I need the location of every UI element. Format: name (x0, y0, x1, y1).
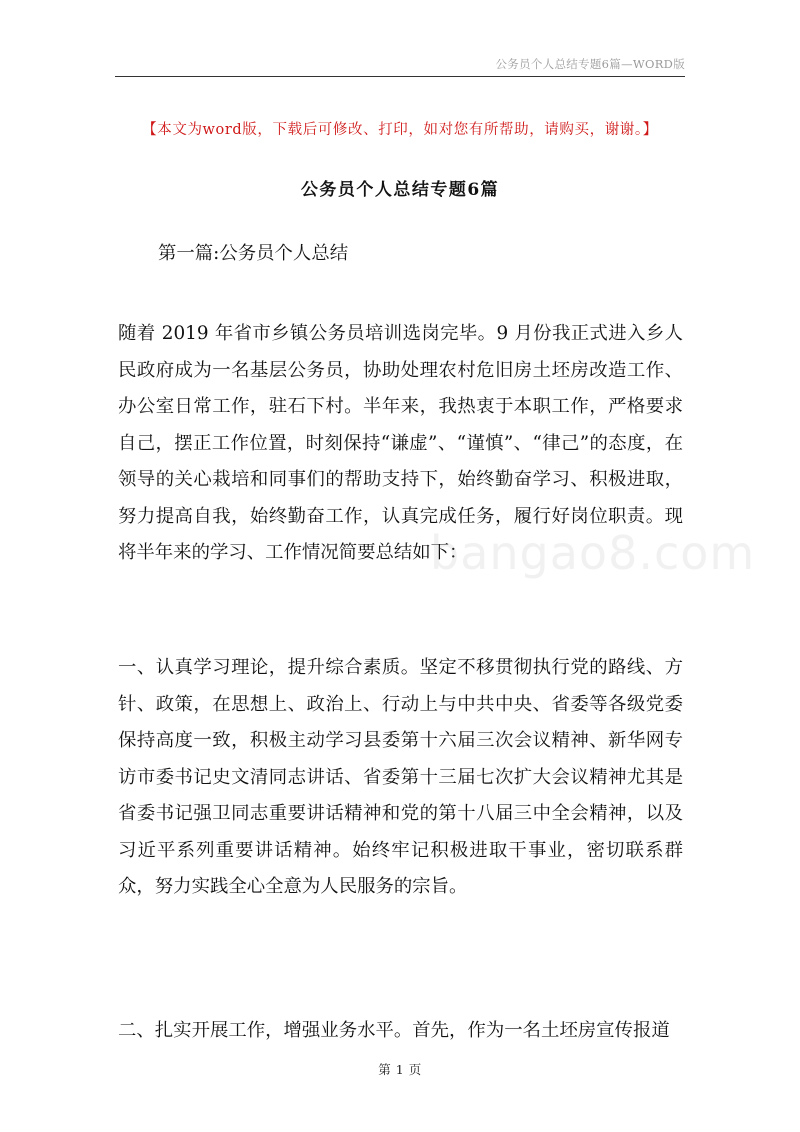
purchase-notice: 【本文为word版，下载后可修改、打印，如对您有所帮助，请购买，谢谢。】 (142, 122, 658, 138)
chapter-heading: 第一篇:公务员个人总结 (158, 243, 349, 264)
body-paragraph: 一、认真学习理论，提升综合素质。坚定不移贯彻执行党的路线、方针、政策，在思想上、政治上、行动上与中共中央、省委等各级党委保持高度一致，积极主动学习县委第十六届三次会议精神、新华网专访市委书记史文清同志讲话、省委第十三届七次扩大会议精神尤其是省委书记强卫同志重要讲话精神和党的第十八届三中全会精神，以及习近平系列重要讲话精神。始终牢记积极进取干事业，密切联系群众，努力实践全心全意为人民服务的宗旨。 (118, 657, 683, 897)
body-paragraph: 二、扎实开展工作，增强业务水平。首先，作为一名土坯房宣传报道 (118, 1020, 670, 1041)
watermark-text: bangao8.com (430, 526, 756, 580)
running-header: 公务员个人总结专题6篇—WORD版 (495, 57, 685, 71)
header-divider (115, 76, 685, 77)
page-number: 第 1 页 (378, 1062, 422, 1077)
document-title: 公务员个人总结专题6篇 (300, 180, 500, 200)
body-paragraph: 随着 2019 年省市乡镇公务员培训选岗完毕。9 月份我正式进入乡人民政府成为一名基层公务员，协助处理农村危旧房土坯房改造工作、办公室日常工作，驻石下村。半年来，我热衷于本职工作，严格要求自己，摆正工作位置，时刻保持“谦虚”、“谨慎”、“律己”的态度，在领导的关心栽培和同事们的帮助支持下，始终勤奋学习、积极进取，努力提高自我，始终勤奋工作，认真完成任务，履行好岗位职责。现将半年来的学习、工作情况简要总结如下： (118, 323, 683, 563)
